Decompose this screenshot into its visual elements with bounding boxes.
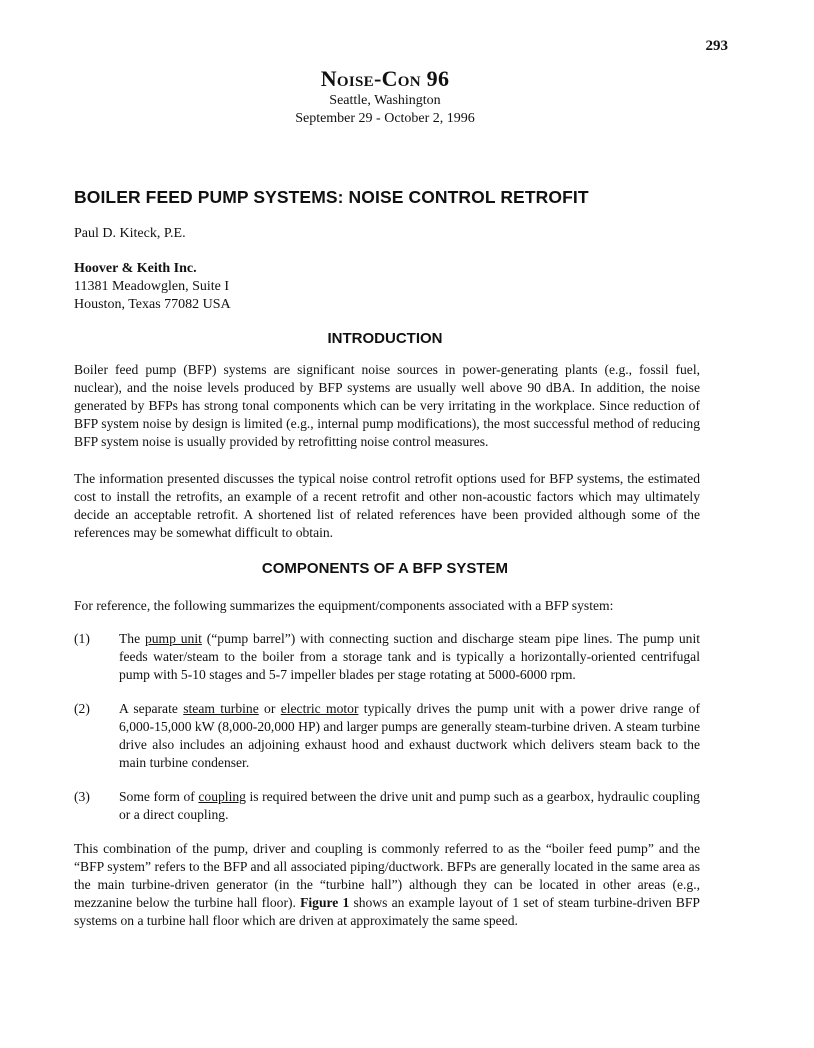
list-item-text: The pump unit (“pump barrel”) with connecting suction and discharge steam pipe lines. The pump unit feeds water/steam to the boiler from a storage tank and is typically a horizontally-oriented centrifugal pump with 5-10 stages and 5-7 impeller blades per stage rotating at 5000-6000 rpm. [119,631,700,682]
conference-dates: September 29 - October 2, 1996 [295,111,475,126]
introduction-paragraph-1: Boiler feed pump (BFP) systems are significant noise sources in power-generating plants (e.g., fossil fuel, nuclear), and the noise levels produced by BFP systems are usually well above 90 dBA. In addition, the noise generated by BFPs has strong tonal components which can be very irritating in the workplace. Since reduction of BFP system noise by design is limited (e.g., internal pump modifications), the most successful method of reducing BFP system noise is usually provided by retrofitting noise control measures. [74,362,700,449]
components-heading: COMPONENTS OF A BFP SYSTEM [261,560,509,577]
conference-header [0,66,770,128]
list-item-number: (2) [74,701,90,716]
affiliation-organization: Hoover & Keith Inc. [74,261,197,276]
conference-title: Noise-Con 96 [320,66,450,91]
term-electric-motor: electric motor [280,701,359,716]
paper-title: BOILER FEED PUMP SYSTEMS: NOISE CONTROL RETROFIT [74,187,589,207]
term-pump-unit: pump unit [144,631,202,646]
affiliation-address1: 11381 Meadowglen, Suite I [74,279,230,294]
list-item [74,630,700,684]
list-item-number: (3) [74,789,90,804]
list-item-number: (1) [74,631,90,646]
figure-reference: Figure 1 [300,895,350,910]
list-item [74,700,700,772]
list-item [74,788,700,824]
components-intro: For reference, the following summarizes the equipment/components associated with a BFP system: [74,598,614,613]
term-coupling: coupling [198,789,246,804]
conference-location: Seattle, Washington [329,93,441,108]
page-number: 293 [705,38,728,54]
components-closing-paragraph: This combination of the pump, driver and coupling is commonly referred to as the “boiler feed pump” and the “BFP system” refers to the BFP and all associated piping/ductwork. BFPs are generally located in the same area as the main turbine-driven generator (in the “turbine hall”) although they can be located in other areas (e.g., mezzanine below the turbine hall floor). Figure 1 shows an example layout of 1 set of steam turbine-driven BFP systems on a turbine hall floor which are driven at approximately the same speed. [74,841,700,928]
affiliation [74,260,231,314]
term-steam-turbine: steam turbine [183,701,259,716]
affiliation-address2: Houston, Texas 77082 USA [74,297,231,312]
introduction-paragraph-2: The information presented discusses the typical noise control retrofit options used for BFP systems, the estimated cost to install the retrofits, an example of a recent retrofit and other non-acoustic factors which may ultimately decide an acceptable retrofit. A shortened list of related references have been provided although some of the references may be somewhat difficult to obtain. [74,471,700,540]
list-item-text: A separate steam turbine or electric motor typically drives the pump unit with a power drive range of 6,000-15,000 kW (8,000-20,000 HP) and larger pumps are generally steam-turbine driven. A steam turbine drive also includes an adjoining exhaust hood and exhaust ductwork which delivers steam back to the main turbine condenser. [119,701,700,770]
author: Paul D. Kiteck, P.E. [74,226,186,241]
list-item-text: Some form of coupling is required between the drive unit and pump such as a gearbox, hydraulic coupling or a direct coupling. [119,789,700,822]
introduction-heading: INTRODUCTION [327,330,443,347]
